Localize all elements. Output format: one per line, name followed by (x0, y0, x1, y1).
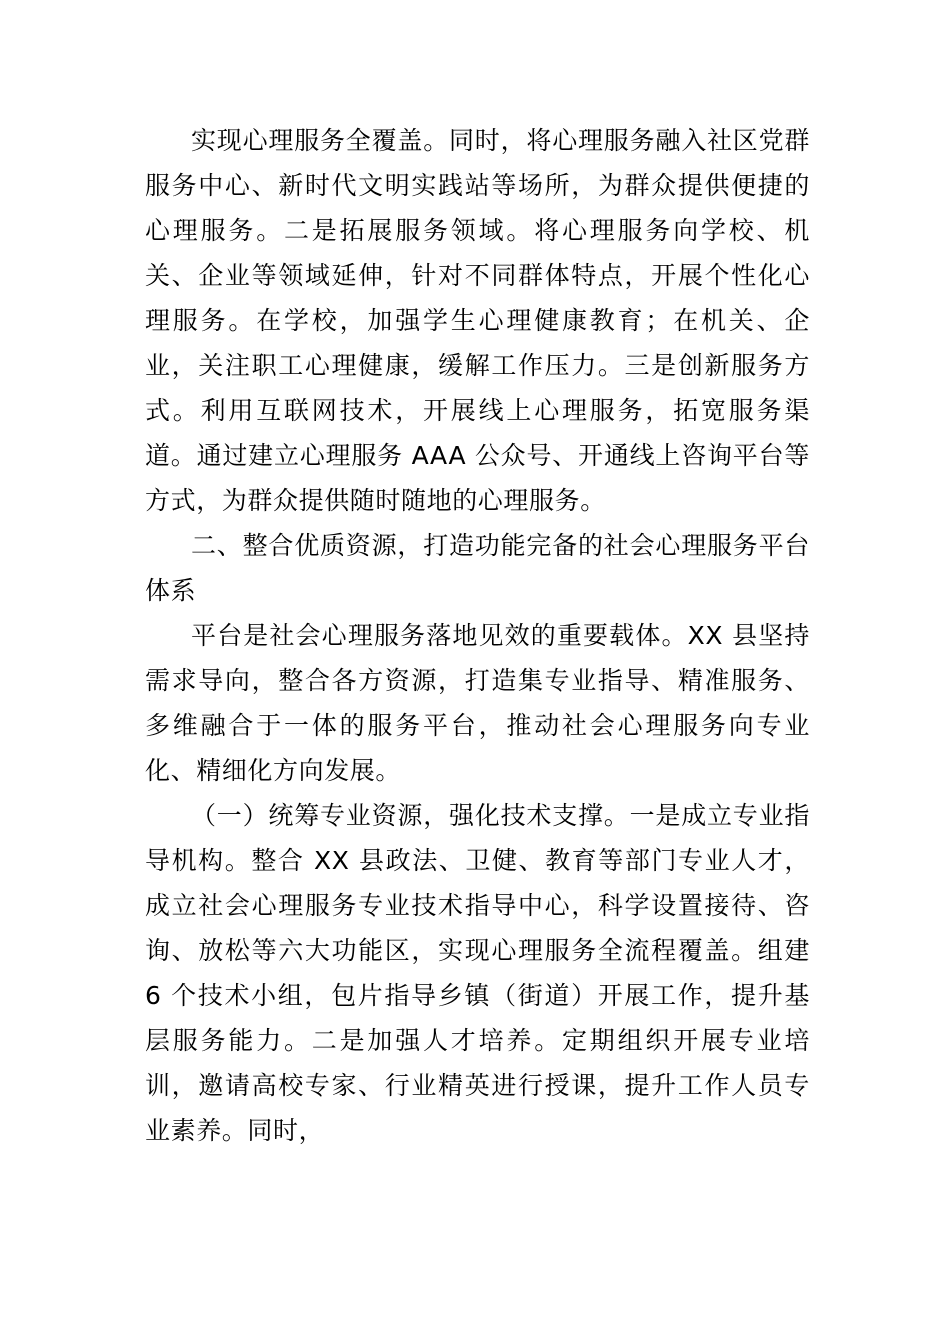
document-body (145, 118, 810, 1153)
paragraph-professional-resources: （一）统筹专业资源，强化技术支撑。一是成立专业指导机构。整合 XX 县政法、卫健、教育等部门专业人才，成立社会心理服务专业技术指导中心，科学设置接待、咨询、放松等六大功能区，实现心理服务全流程覆盖。组建 6 个技术小组，包片指导乡镇（街道）开展工作，提升基层服务能力。二是加强人才培养。定期组织开展专业培训，邀请高校专家、行业精英进行授课，提升工作人员专业素养。同时， (145, 801, 810, 1145)
paragraph-services-coverage: 实现心理服务全覆盖。同时，将心理服务融入社区党群服务中心、新时代文明实践站等场所，为群众提供便捷的心理服务。二是拓展服务领域。将心理服务向学校、机关、企业等领域延伸，针对不同群体特点，开展个性化心理服务。在学校，加强学生心理健康教育；在机关、企业，关注职工心理健康，缓解工作压力。三是创新服务方式。利用互联网技术，开展线上心理服务，拓宽服务渠道。通过建立心理服务 AAA 公众号、开通线上咨询平台等方式，为群众提供随时随地的心理服务。 (145, 126, 810, 515)
paragraph-platform-intro: 平台是社会心理服务落地见效的重要载体。XX 县坚持需求导向，整合各方资源，打造集专业指导、精准服务、多维融合于一体的服务平台，推动社会心理服务向专业化、精细化方向发展。 (145, 621, 810, 785)
section-heading-platform: 二、整合优质资源，打造功能完备的社会心理服务平台体系 (145, 531, 810, 605)
